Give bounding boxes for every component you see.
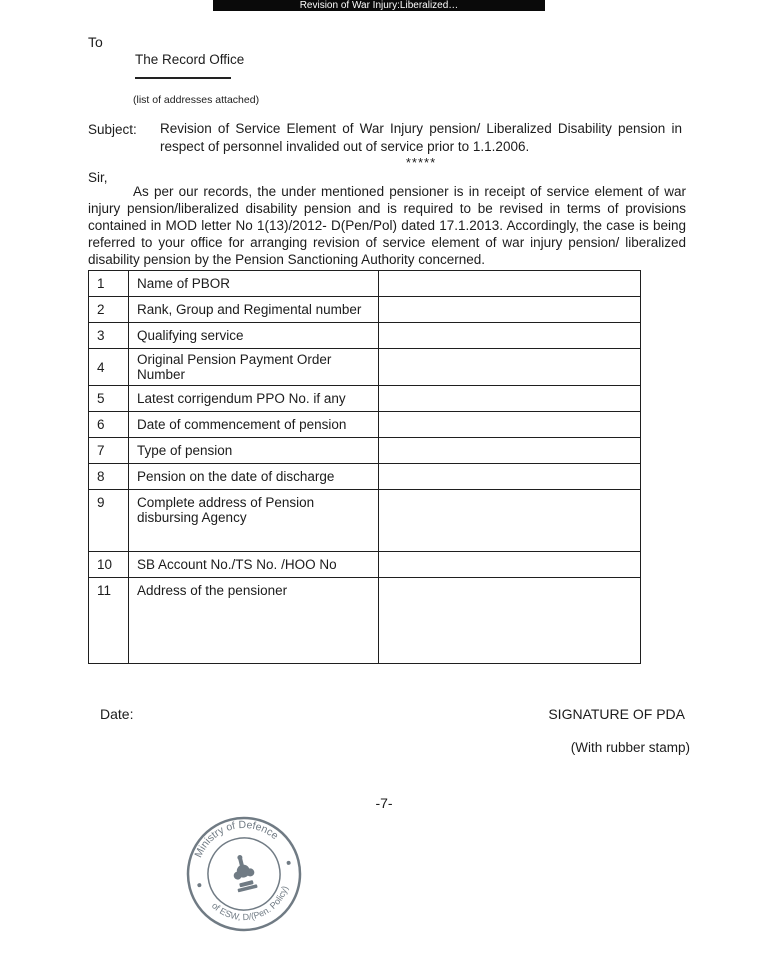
row-value <box>379 323 641 349</box>
table-row <box>89 271 641 297</box>
separator-stars: ***** <box>405 155 437 170</box>
row-number: 10 <box>89 552 129 578</box>
row-value <box>379 271 641 297</box>
row-number: 3 <box>89 323 129 349</box>
row-label: Type of pension <box>129 438 379 464</box>
row-label: Original Pension Payment Order Number <box>129 349 379 386</box>
row-label: Address of the pensioner <box>129 578 379 664</box>
recipient-underline <box>135 77 231 79</box>
row-label: SB Account No./TS No. /HOO No <box>129 552 379 578</box>
row-value <box>379 297 641 323</box>
table-row <box>89 412 641 438</box>
address-note: (list of addresses attached) <box>133 94 260 106</box>
row-label: Rank, Group and Regimental number <box>129 297 379 323</box>
row-label: Complete address of Pension disbursing Agency <box>129 490 379 552</box>
row-number: 4 <box>89 349 129 386</box>
ashoka-emblem-icon <box>229 853 258 893</box>
recipient-name: The Record Office <box>135 52 245 67</box>
row-value <box>379 412 641 438</box>
office-seal <box>178 808 310 940</box>
office-seal-icon <box>178 808 310 940</box>
row-number: 7 <box>89 438 129 464</box>
row-value <box>379 578 641 664</box>
row-value <box>379 464 641 490</box>
row-value <box>379 552 641 578</box>
row-label: Pension on the date of discharge <box>129 464 379 490</box>
table-row <box>89 490 641 552</box>
table-row <box>89 349 641 386</box>
table-row <box>89 323 641 349</box>
pensioner-details-table <box>88 270 641 664</box>
row-label: Qualifying service <box>129 323 379 349</box>
table-row <box>89 297 641 323</box>
subject-label: Subject: <box>88 122 137 137</box>
page-number: -7- <box>375 795 393 811</box>
signature-line: SIGNATURE OF PDA <box>548 706 685 722</box>
row-value <box>379 349 641 386</box>
row-number: 11 <box>89 578 129 664</box>
table-row <box>89 438 641 464</box>
row-label: Latest corrigendum PPO No. if any <box>129 386 379 412</box>
header-strip: Revision of War Injury:Liberalized… <box>213 0 545 11</box>
row-number: 2 <box>89 297 129 323</box>
subject-text: Revision of Service Element of War Injury pension/ Liberalized Disability pension in respect of personnel invalided out of service prior to 1.1.2006. <box>160 121 682 155</box>
body-paragraph: As per our records, the under mentioned pensioner is in receipt of service element of war injury pension/liberalized disability pension and is required to be revised in terms of provisions contained in MOD letter No 1(13)/2012- D(Pen/Pol) dated 17.1.2013. Accordingly, the case is being referred to your office for arranging revision of service element of war injury pension/ liberalized disability pension by the Pension Sanctioning Authority concerned. <box>88 184 686 267</box>
row-value <box>379 438 641 464</box>
row-label: Date of commencement of pension <box>129 412 379 438</box>
row-number: 8 <box>89 464 129 490</box>
to-label: To <box>88 34 103 50</box>
seal-left-dot <box>197 883 202 888</box>
row-number: 1 <box>89 271 129 297</box>
row-value <box>379 386 641 412</box>
row-label: Name of PBOR <box>129 271 379 297</box>
salutation: Sir, <box>88 170 108 185</box>
table-row <box>89 464 641 490</box>
seal-bottom-text: of ESW, D/(Pen. Policy) <box>209 884 291 923</box>
seal-right-dot <box>286 860 291 865</box>
row-number: 5 <box>89 386 129 412</box>
seal-graphic <box>178 808 310 940</box>
rubber-stamp-note: (With rubber stamp) <box>570 740 690 755</box>
seal-top-text: Ministry of Defence <box>192 818 281 860</box>
row-value <box>379 490 641 552</box>
table-row <box>89 386 641 412</box>
table-row <box>89 552 641 578</box>
date-label: Date: <box>100 706 134 722</box>
row-number: 9 <box>89 490 129 552</box>
row-number: 6 <box>89 412 129 438</box>
table-row <box>89 578 641 664</box>
